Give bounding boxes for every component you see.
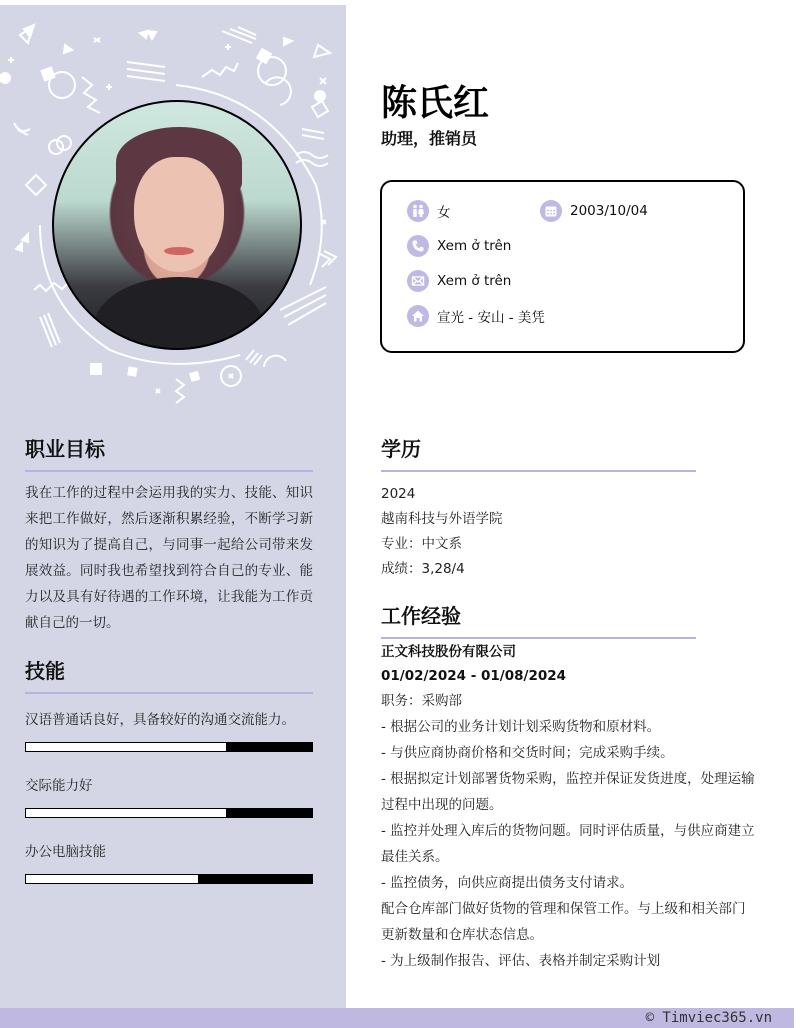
work-period: 01/02/2024 - 01/08/2024 — [381, 668, 567, 684]
experience-entry — [381, 640, 756, 974]
birthday-item — [540, 200, 648, 222]
duty-item: - 监控债务，向供应商提出债务支付请求。 — [381, 875, 634, 891]
company-name: 正文科技股份有限公司 — [381, 644, 516, 660]
skill-item — [25, 774, 313, 818]
skills-divider — [25, 692, 313, 694]
duty-item: - 根据拟定计划部署货物采购，监控并保证发货进度，处理运输过程中出现的问题。 — [381, 771, 755, 813]
phone-item — [407, 235, 511, 257]
skill-label: 办公电脑技能 — [25, 844, 106, 860]
education-divider — [381, 470, 696, 472]
phone-icon — [407, 235, 429, 257]
candidate-name: 陈氏红 — [381, 83, 490, 124]
skills-section — [25, 655, 313, 906]
envelope-icon — [407, 270, 429, 292]
contact-box — [380, 180, 745, 353]
education-year: 2024 — [381, 486, 416, 502]
work-position: 职务：采购部 — [381, 693, 462, 709]
birthday-value: 2003/10/04 — [570, 203, 648, 219]
experience-section — [381, 600, 696, 639]
skill-label: 交际能力好 — [25, 778, 93, 794]
skill-bar-fill — [26, 875, 198, 883]
education-section — [381, 433, 696, 582]
duty-item: - 与供应商协商价格和交货时间；完成采购手续。 — [381, 745, 674, 761]
profile-photo — [52, 100, 302, 350]
duty-item: - 为上级制作报告、评估、表格并制定采购计划 — [381, 953, 661, 969]
skill-bar — [25, 742, 313, 752]
duty-item: - 根据公司的业务计划计划采购货物和原材料。 — [381, 719, 661, 735]
objective-title: 职业目标 — [25, 437, 105, 461]
gender-icon — [407, 200, 429, 222]
skill-item — [25, 840, 313, 884]
gender-item — [407, 200, 451, 222]
skill-bar — [25, 808, 313, 818]
skill-bar — [25, 874, 313, 884]
email-value: Xem ở trên — [437, 273, 512, 289]
experience-divider — [381, 637, 696, 639]
experience-title: 工作经验 — [381, 604, 461, 628]
education-title: 学历 — [381, 437, 421, 461]
skills-title: 技能 — [25, 659, 65, 683]
copyright-text: © Timviec365.vn — [645, 1010, 772, 1026]
skill-bar-fill — [26, 809, 226, 817]
phone-value: Xem ở trên — [437, 238, 512, 254]
objective-section — [25, 433, 313, 636]
education-school: 越南科技与外语学院 — [381, 511, 503, 527]
skill-item — [25, 708, 313, 752]
address-value: 宣光 - 安山 - 美凭 — [437, 310, 545, 326]
gender-value: 女 — [437, 205, 451, 221]
duty-item: 配合仓库部门做好货物的管理和保管工作。与上级和相关部门更新数量和仓库状态信息。 — [381, 901, 746, 943]
address-item — [407, 305, 545, 327]
home-icon — [407, 305, 429, 327]
footer-bar — [0, 1008, 794, 1028]
photo-lips — [164, 247, 194, 255]
objective-divider — [25, 470, 313, 472]
email-item — [407, 270, 511, 292]
objective-text: 我在工作的过程中会运用我的实力、技能、知识来把工作做好，然后逐渐积累经验，不断学习新的知识为了提高自己，与同事一起给公司带来发展效益。同时我也希望找到符合自己的专业、能力以及具有好待遇的工作环境，让我能为工作贡献自己的一切。 — [25, 485, 313, 631]
skill-label: 汉语普通话良好，具备较好的沟通交流能力。 — [25, 712, 295, 728]
calendar-icon — [540, 200, 562, 222]
duty-item: - 监控并处理入库后的货物问题。同时评估质量，与供应商建立最佳关系。 — [381, 823, 755, 865]
skill-bar-fill — [26, 743, 226, 751]
education-major: 专业：中文系 — [381, 536, 462, 552]
candidate-title: 助理，推销员 — [381, 129, 478, 148]
education-grade: 成绩：3,28/4 — [381, 561, 465, 577]
photo-body — [94, 277, 264, 350]
